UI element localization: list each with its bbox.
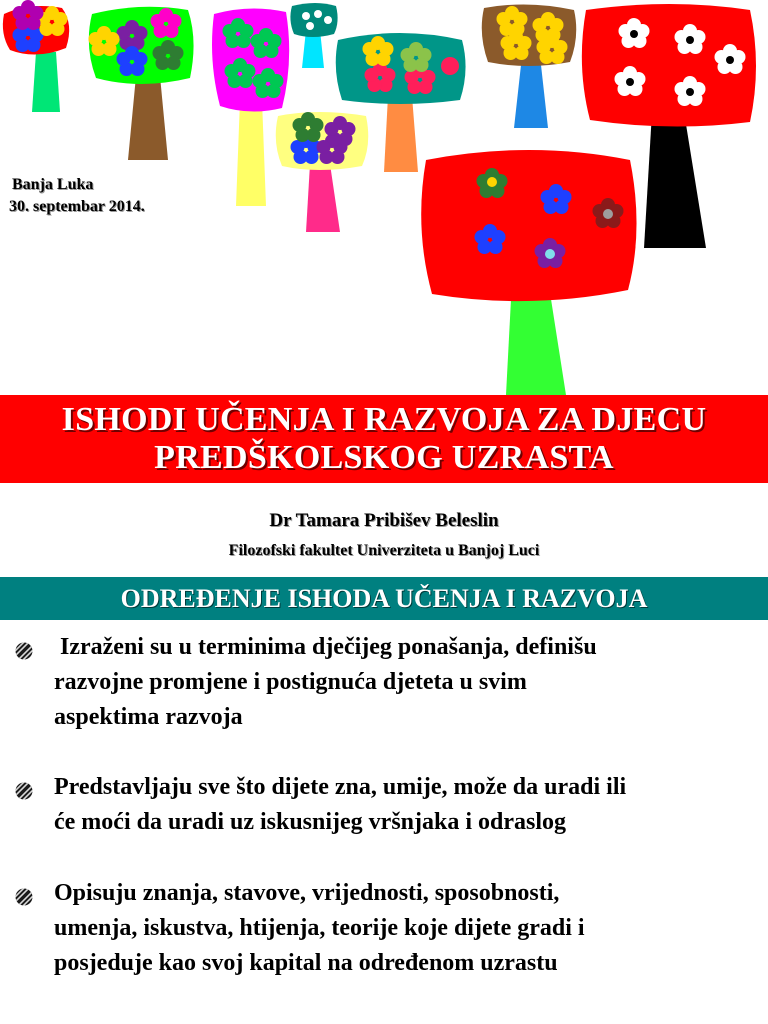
bullet-text: Izraženi su u terminima dječijeg ponašanja, definišu razvojne promjene i postignuća djeteta u svim aspektima razvoja — [54, 634, 597, 730]
striped-sphere-bullet-icon — [14, 887, 34, 907]
striped-sphere-bullet-icon — [14, 781, 34, 801]
date-label: 30. septembar 2014. — [9, 198, 145, 215]
bullet-text: Predstavljaju sve što dijete zna, umije, može da uradi ili će moći da uradi uz iskusnijeg vršnjaka i odraslog — [54, 774, 627, 835]
place-and-date — [9, 174, 145, 218]
author-affiliation: Filozofski fakultet Univerziteta u Banjoj Luci — [228, 542, 540, 559]
presentation-title — [0, 395, 768, 483]
title-line-1: ISHODI UČENJA I RAZVOJA ZA DJECU — [61, 401, 707, 438]
section-heading — [0, 577, 768, 620]
striped-sphere-bullet-icon — [14, 641, 34, 661]
place-label: Banja Luka — [12, 176, 94, 193]
author-name: Dr Tamara Pribišev Beleslin — [269, 510, 499, 531]
bullet-text: Opisuju znanja, stavove, vrijednosti, sposobnosti, umenja, iskustva, htijenja, teorije koje dijete gradi i posjeduje kao svoj kapital na određenom uzrastu — [54, 880, 585, 976]
section-heading-text: ODREĐENJE ISHODA UČENJA I RAZVOJA — [120, 583, 648, 613]
title-line-2: PREDŠKOLSKOG UZRASTA — [154, 439, 614, 476]
